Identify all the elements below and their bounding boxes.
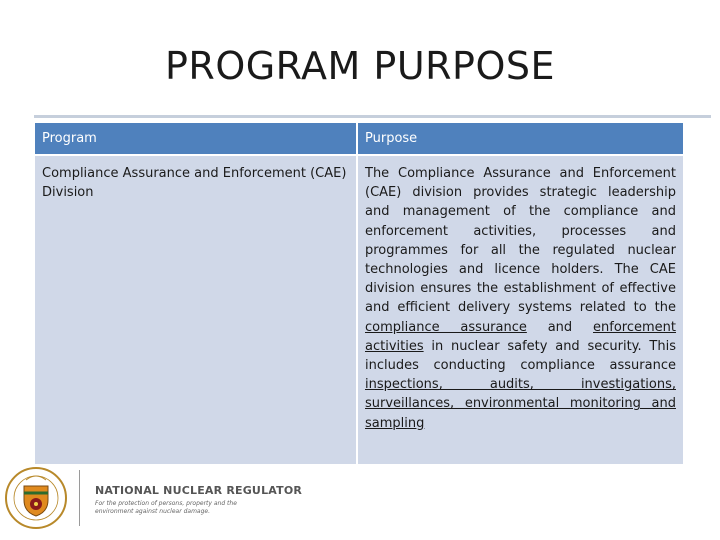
purpose-text-1: The Compliance Assurance and Enforcement (CAE) division provides strategic leadership and management of the compliance and enforcement activities, processes and programmes for all the regulated nuclear technologies and licence holders. The CAE division ensures the establishment of effective and efficient delivery systems related to the (365, 166, 676, 316)
org-tagline: For the protection of persons, property and the environment against nuclear damage. (95, 500, 237, 515)
purpose-text-3: in nuclear safety and security. This includes conducting compliance assurance (365, 338, 676, 374)
purpose-underline-activities-list: inspections, audits, investigations, surveillances, environmental monitoring and sampling (365, 377, 676, 431)
logo-divider (79, 470, 80, 526)
program-cell: Compliance Assurance and Enforcement (CAE) Division (35, 155, 357, 464)
table-header-row (35, 123, 683, 155)
table-row (35, 155, 683, 464)
header-program: Program (35, 123, 357, 155)
slide-title: PROGRAM PURPOSE (165, 44, 555, 88)
nnr-logo-icon (4, 466, 68, 530)
purpose-underline-compliance-assurance: compliance assurance (365, 319, 527, 335)
header-purpose: Purpose (357, 123, 683, 155)
org-name: NATIONAL NUCLEAR REGULATOR (95, 484, 303, 497)
program-purpose-table (35, 123, 683, 464)
title-divider (34, 115, 711, 118)
purpose-cell (357, 155, 683, 464)
purpose-text-2: and (526, 319, 594, 335)
purpose-underline-enforcement-activities: enforcement activities (365, 319, 676, 354)
